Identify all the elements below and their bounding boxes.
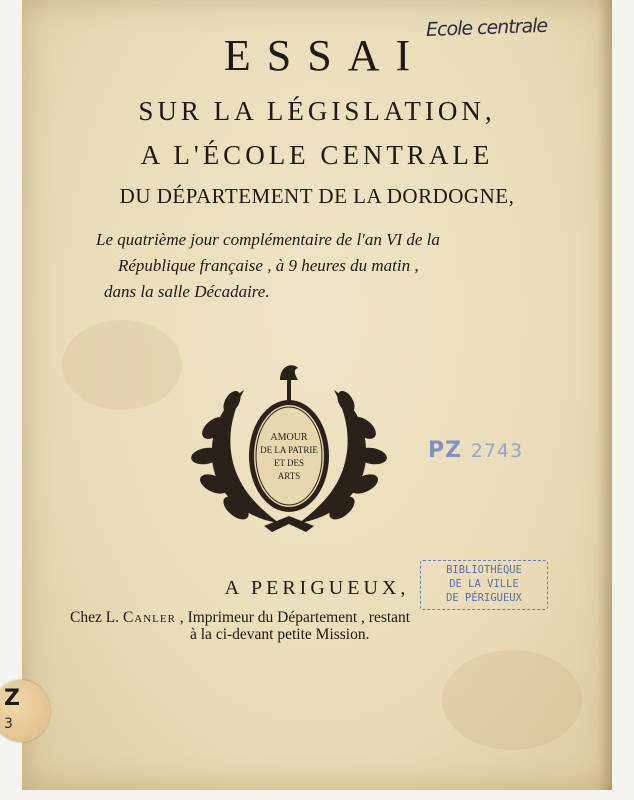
stamp-line-3: DE PÉRIGUEUX xyxy=(446,592,522,604)
title-line-departement: DU DÉPARTEMENT DE LA DORDOGNE, xyxy=(119,184,515,208)
emblem-text-4: ARTS xyxy=(277,471,301,481)
imprint-chez: Chez L. xyxy=(70,609,120,626)
imprint-printer-name: Canler xyxy=(122,609,176,626)
title-line-legislation: SUR LA LÉGISLATION, xyxy=(138,96,496,126)
library-call-number-stamp xyxy=(428,438,523,463)
emblem-text-1: AMOUR xyxy=(270,432,308,443)
shelf-label-letter: Z xyxy=(4,686,20,711)
handwritten-annotation: Ecole centrale xyxy=(425,14,548,41)
imprint-line-2: à la ci-devant petite Mission. xyxy=(190,626,370,643)
paper-stain xyxy=(62,320,182,410)
imprint-city: A PERIGUEUX, xyxy=(224,577,410,599)
title-line-ecole-centrale: A L'ÉCOLE CENTRALE xyxy=(140,140,494,170)
shelf-label-number: 3 xyxy=(4,716,13,732)
subtitle-line-2: République française , à 9 heures du matin , xyxy=(118,256,419,275)
subtitle-line-1: Le quatrième jour complémentaire de l'an VI de la xyxy=(96,230,440,249)
imprint-printer-title: , Imprimeur du Département , restant xyxy=(179,609,411,626)
subtitle-line-3: dans la salle Décadaire. xyxy=(104,282,270,301)
stamp-line-2: DE LA VILLE xyxy=(449,578,519,590)
stamp-line-1: BIBLIOTHÈQUE xyxy=(446,564,522,576)
imprint-line-1 xyxy=(70,609,410,627)
emblem-text-3: ET DES xyxy=(273,458,305,468)
paper-stain xyxy=(442,650,582,750)
call-number-value: 2743 xyxy=(470,440,524,462)
emblem-text-2: DE LA PATRIE xyxy=(260,445,318,455)
medallion-face xyxy=(254,405,324,507)
phrygian-cap-pike xyxy=(280,365,298,402)
title-essai: ESSAI xyxy=(223,31,427,80)
call-number-prefix: PZ xyxy=(428,438,463,463)
vignette-emblem xyxy=(184,358,394,538)
